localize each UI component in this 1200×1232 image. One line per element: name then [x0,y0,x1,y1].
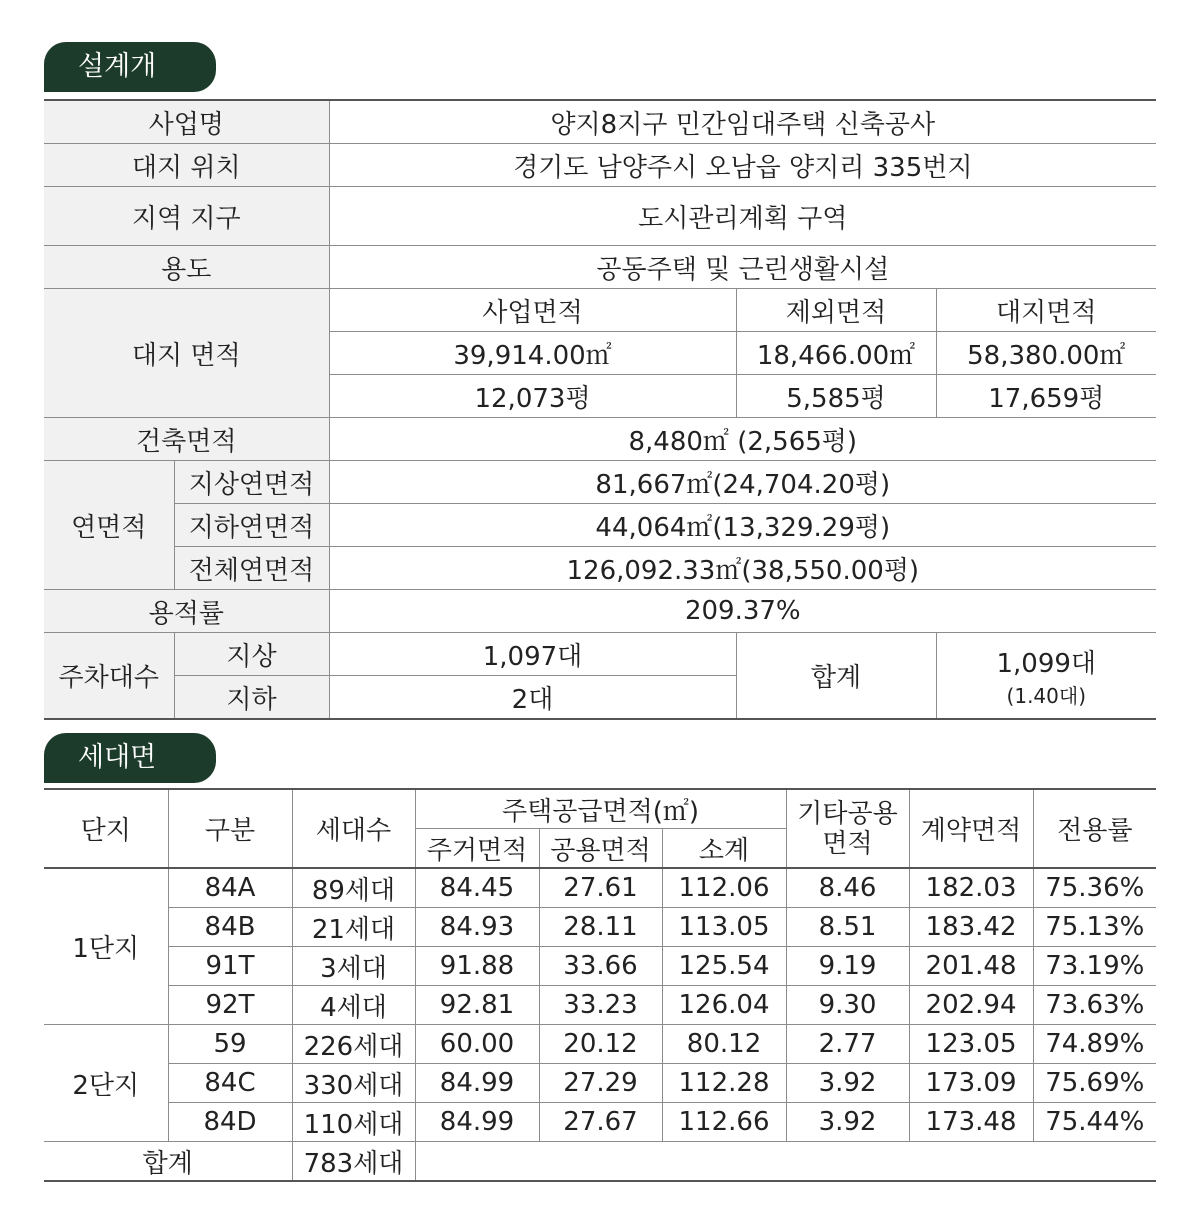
cell-type: 92T [168,986,292,1025]
cell-other-common-area: 3.92 [786,1064,909,1103]
far-value: 209.37% [329,590,1156,633]
table-row [44,908,1156,947]
use-label: 용도 [44,246,329,289]
cell-households: 21세대 [292,908,415,947]
gross-floor-sub-label: 지하연면적 [174,504,329,547]
cell-contract-area: 201.48 [909,947,1033,986]
cell-contract-area: 202.94 [909,986,1033,1025]
cell-subtotal: 112.06 [662,868,786,908]
header-other-common [786,789,909,868]
section-title-unit-area: 세대면적 [44,733,216,783]
gross-floor-label: 연면적 [44,461,174,590]
unit-area-table [44,788,1156,1182]
table-row [44,547,1156,590]
location-value: 경기도 남양주시 오남읍 양지리 335번지 [329,144,1156,187]
project-name-label: 사업명 [44,100,329,144]
cell-other-common-area: 9.30 [786,986,909,1025]
parking-total-cell [936,633,1156,720]
cell-type: 84C [168,1064,292,1103]
cell-households: 110세대 [292,1103,415,1142]
cell-type: 84B [168,908,292,947]
cell-contract-area: 173.09 [909,1064,1033,1103]
table-row [44,461,1156,504]
cell-common-area: 27.61 [539,868,662,908]
cell-common-area: 33.23 [539,986,662,1025]
cell-other-common-area: 9.19 [786,947,909,986]
cell-contract-area: 182.03 [909,868,1033,908]
cell-households: 3세대 [292,947,415,986]
cell-other-common-area: 8.46 [786,868,909,908]
cell-other-common-area: 2.77 [786,1025,909,1064]
cell-residential-area: 60.00 [415,1025,539,1064]
cell-other-common-area: 3.92 [786,1103,909,1142]
table-row [44,289,1156,332]
cell-common-area: 33.66 [539,947,662,986]
cell-other-common-area: 8.51 [786,908,909,947]
parking-above-value: 1,097대 [329,633,736,676]
cell-residential-area: 84.93 [415,908,539,947]
site-area-header: 사업면적 [329,289,736,332]
building-area-label: 건축면적 [44,418,329,461]
complex-name: 1단지 [44,868,168,1025]
table-row [44,504,1156,547]
site-area-pyeong: 12,073평 [329,375,736,418]
site-area-label: 대지 면적 [44,289,329,418]
use-value: 공동주택 및 근린생활시설 [329,246,1156,289]
header-row [44,789,1156,829]
cell-subtotal: 80.12 [662,1025,786,1064]
cell-subtotal: 112.66 [662,1103,786,1142]
total-row [44,1142,1156,1182]
zone-value: 도시관리계획 구역 [329,187,1156,246]
cell-residential-area: 91.88 [415,947,539,986]
cell-subtotal: 126.04 [662,986,786,1025]
header-other-common-line2: 면적 [822,828,873,859]
zone-label: 지역 지구 [44,187,329,246]
cell-exclusive-ratio: 74.89% [1033,1025,1156,1064]
site-area-pyeong: 17,659평 [936,375,1156,418]
table-row [44,246,1156,289]
header-contract: 계약면적 [909,789,1033,868]
header-type: 구분 [168,789,292,868]
cell-residential-area: 84.99 [415,1103,539,1142]
cell-contract-area: 173.48 [909,1103,1033,1142]
site-area-sqm: 18,466.00㎡ [736,332,936,375]
far-label: 용적률 [44,590,329,633]
cell-exclusive-ratio: 75.69% [1033,1064,1156,1103]
site-area-header: 대지면적 [936,289,1156,332]
complex2-rows [44,1025,1156,1142]
header-complex: 단지 [44,789,168,868]
location-label: 대지 위치 [44,144,329,187]
table-row [44,418,1156,461]
cell-exclusive-ratio: 75.36% [1033,868,1156,908]
table-row [44,986,1156,1025]
cell-exclusive-ratio: 75.44% [1033,1103,1156,1142]
gross-floor-sub-label: 지상연면적 [174,461,329,504]
header-households: 세대수 [292,789,415,868]
table-row [44,868,1156,908]
total-households: 783세대 [292,1142,415,1182]
gross-floor-value: 81,667㎡(24,704.20평) [329,461,1156,504]
parking-total-ratio: (1.40대) [1006,683,1087,708]
cell-households: 330세대 [292,1064,415,1103]
cell-residential-area: 84.45 [415,868,539,908]
parking-below-label: 지하 [174,676,329,720]
site-area-header: 제외면적 [736,289,936,332]
cell-households: 226세대 [292,1025,415,1064]
table-row [44,144,1156,187]
design-overview-table [44,99,1156,720]
header-residential: 주거면적 [415,829,539,869]
site-area-pyeong: 5,585평 [736,375,936,418]
table-row [44,187,1156,246]
cell-households: 89세대 [292,868,415,908]
header-subtotal: 소계 [662,829,786,869]
total-empty [415,1142,1156,1182]
table-row [44,100,1156,144]
header-supply-area: 주택공급면적(㎡) [415,789,786,829]
table-row [44,1103,1156,1142]
cell-type: 84A [168,868,292,908]
cell-residential-area: 92.81 [415,986,539,1025]
cell-common-area: 28.11 [539,908,662,947]
table-row [44,1064,1156,1103]
total-label: 합계 [44,1142,292,1182]
gross-floor-value: 126,092.33㎡(38,550.00평) [329,547,1156,590]
site-area-sqm: 39,914.00㎡ [329,332,736,375]
cell-common-area: 27.29 [539,1064,662,1103]
cell-contract-area: 183.42 [909,908,1033,947]
cell-subtotal: 125.54 [662,947,786,986]
parking-label: 주차대수 [44,633,174,720]
parking-below-value: 2대 [329,676,736,720]
cell-exclusive-ratio: 73.19% [1033,947,1156,986]
section-title-design-overview: 설계개 [44,42,216,92]
table-row [44,1025,1156,1064]
cell-exclusive-ratio: 73.63% [1033,986,1156,1025]
parking-above-label: 지상 [174,633,329,676]
building-area-value: 8,480㎡ (2,565평) [329,418,1156,461]
cell-contract-area: 123.05 [909,1025,1033,1064]
gross-floor-value: 44,064㎡(13,329.29평) [329,504,1156,547]
project-name-value: 양지8지구 민간임대주택 신축공사 [329,100,1156,144]
cell-common-area: 20.12 [539,1025,662,1064]
site-area-sqm: 58,380.00㎡ [936,332,1156,375]
parking-total-label: 합계 [736,633,936,720]
cell-type: 84D [168,1103,292,1142]
cell-common-area: 27.67 [539,1103,662,1142]
cell-type: 59 [168,1025,292,1064]
cell-exclusive-ratio: 75.13% [1033,908,1156,947]
table-row [44,947,1156,986]
complex-name: 2단지 [44,1025,168,1142]
header-other-common-line1: 기타공용 [797,798,898,829]
parking-total-value: 1,099대 [996,648,1097,679]
header-ratio: 전용률 [1033,789,1156,868]
complex1-rows [44,868,1156,1025]
table-row [44,633,1156,676]
cell-subtotal: 113.05 [662,908,786,947]
gross-floor-sub-label: 전체연면적 [174,547,329,590]
cell-subtotal: 112.28 [662,1064,786,1103]
header-common: 공용면적 [539,829,662,869]
cell-type: 91T [168,947,292,986]
cell-residential-area: 84.99 [415,1064,539,1103]
table-row [44,590,1156,633]
cell-households: 4세대 [292,986,415,1025]
